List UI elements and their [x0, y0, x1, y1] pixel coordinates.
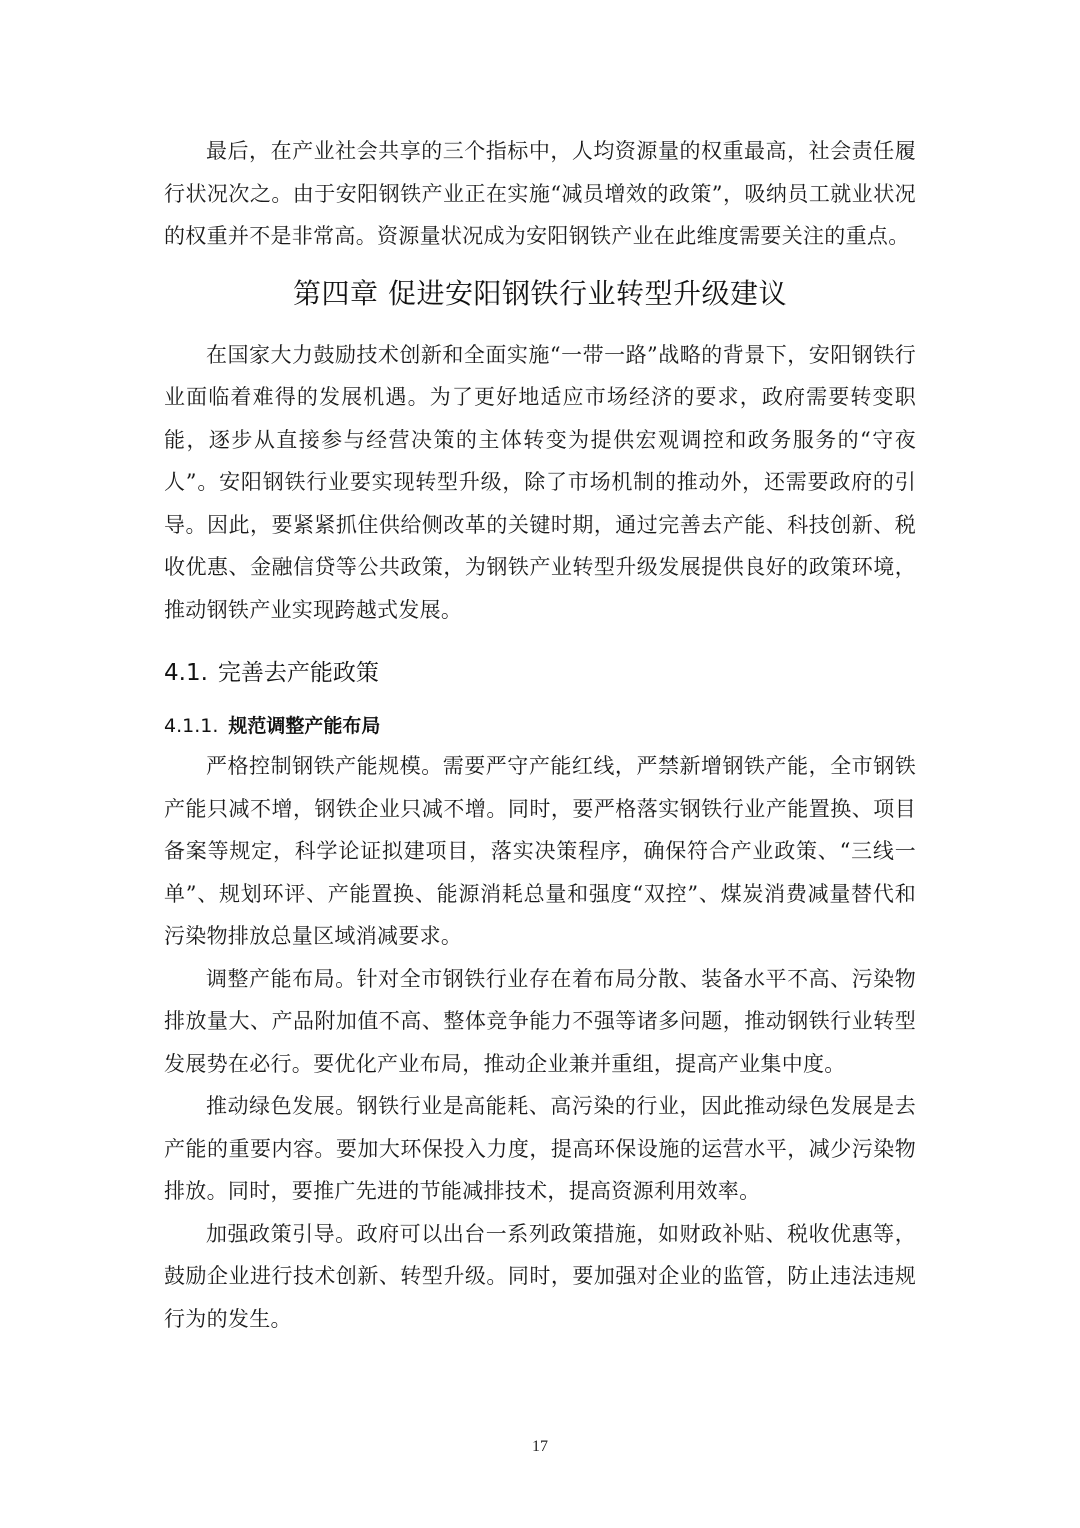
document-page — [164, 130, 916, 1340]
body-paragraph-policy-guidance: 加强政策引导。政府可以出台一系列政策措施，如财政补贴、税收优惠等，鼓励企业进行技术创新、转型升级。同时，要加强对企业的监管，防止违法违规行为的发生。 — [164, 1221, 916, 1331]
section-title: 完善去产能政策 — [217, 660, 379, 686]
chapter-title: 第四章 促进安阳钢铁行业转型升级建议 — [293, 276, 787, 310]
subsection-title: 规范调整产能布局 — [228, 715, 381, 737]
intro-paragraph: 最后，在产业社会共享的三个指标中，人均资源量的权重最高，社会责任履行状况次之。由于安阳钢铁产业正在实施“减员增效的政策”，吸纳员工就业状况的权重并不是非常高。资源量状况成为安阳钢铁产业在此维度需要关注的重点。 — [164, 139, 916, 248]
section-number: 4.1. — [164, 660, 208, 686]
section-heading — [164, 657, 916, 689]
subsection-heading — [164, 709, 916, 743]
chapter-intro-paragraph: 在国家大力鼓励技术创新和全面实施“一带一路”战略的背景下，安阳钢铁行业面临着难得的发展机遇。为了更好地适应市场经济的要求，政府需要转变职能，逐步从直接参与经营决策的主体转变为提供宏观调控和政务服务的“守夜人”。安阳钢铁行业要实现转型升级，除了市场机制的推动外，还需要政府的引导。因此，要紧紧抓住供给侧改革的关键时期，通过完善去产能、科技创新、税收优惠、金融信贷等公共政策，为钢铁产业转型升级发展提供良好的政策环境，推动钢铁产业实现跨越式发展。 — [164, 342, 916, 622]
subsection-number: 4.1.1. — [164, 715, 219, 737]
page-number: 17 — [532, 1438, 548, 1455]
body-paragraph-green-development: 推动绿色发展。钢铁行业是高能耗、高污染的行业，因此推动绿色发展是去产能的重要内容。要加大环保投入力度，提高环保设施的运营水平，减少污染物排放。同时，要推广先进的节能减排技术，提高资源利用效率。 — [164, 1094, 916, 1203]
body-paragraph-capacity-layout: 调整产能布局。针对全市钢铁行业存在着布局分散、装备水平不高、污染物排放量大、产品附加值不高、整体竞争能力不强等诸多问题，推动钢铁行业转型发展势在必行。要优化产业布局，推动企业兼并重组，提高产业集中度。 — [164, 966, 916, 1076]
body-paragraph-capacity-control: 严格控制钢铁产能规模。需要严守产能红线，严禁新增钢铁产能，全市钢铁产能只减不增，钢铁企业只减不增。同时，要严格落实钢铁行业产能置换、项目备案等规定，科学论证拟建项目，落实决策程序，确保符合产业政策、“三线一单”、规划环评、产能置换、能源消耗总量和强度“双控”、煤炭消费减量替代和污染物排放总量区域消减要求。 — [164, 754, 916, 948]
